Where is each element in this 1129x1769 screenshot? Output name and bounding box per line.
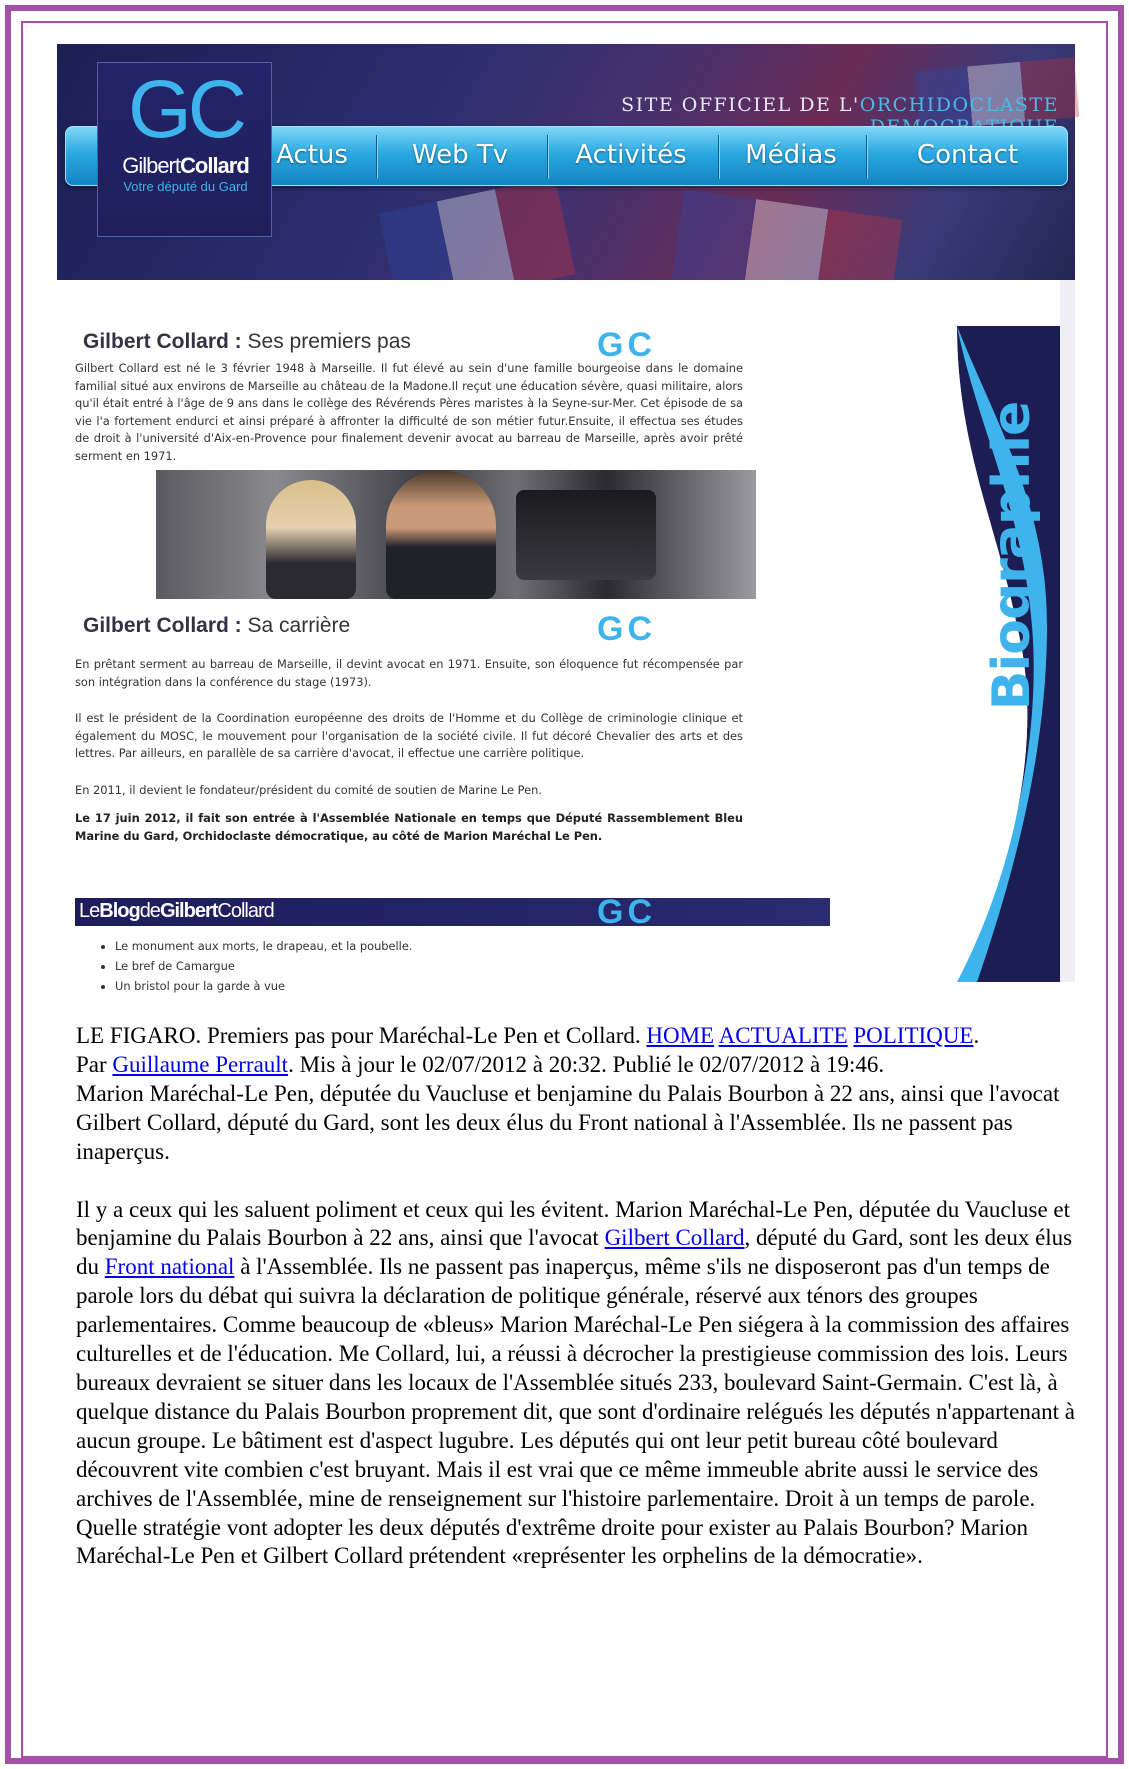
blog-header[interactable] [75,898,830,926]
blog-title: LeBlogdeGilbertCollard [79,900,274,922]
section-paragraph: Il est le président de la Coordination européenne des droits de l'Homme et du Collège de criminologie clinique et également du MOSC, le mouvement pour l'organisation de la société civile. Il fut décoré Chevalier des arts et des lettres. Par ailleurs, en parallèle de sa carrière d'avocat, il effectue une carrière politique. [75,711,743,760]
nav-divider [718,135,720,179]
gc-mark-icon: GC [597,610,656,648]
nav-divider [376,135,378,179]
content-area [57,280,1060,993]
camera-figure [516,490,656,580]
gc-mark-icon: GC [597,326,656,364]
section-paragraph: Le 17 juin 2012, il fait son entrée à l'Assemblée Nationale en temps que Député Rassemblement Bleu Marine du Gard, Orchidoclaste démocratique, au côté de Marion Maréchal Le Pen. [75,811,743,843]
article-body: Il y a ceux qui les saluent poliment et ceux qui les évitent. Marion Maréchal-Le Pen, députée du Vaucluse et benjamine du Palais Bourbon à 22 ans, ainsi que l'avocat Gilbert Collard, député du Gard, sont les deux élus du Front national à l'Assemblée. Ils ne passent pas inaperçus, même s'ils ne disposeront pas d'un temps de parole lors du débat qui suivra la déclaration de politique générale, réservé aux ténors des groupes parlementaires. Comme beaucoup de «bleus» Marion Maréchal-Le Pen siégera à la commission des affaires culturelles et de l'éducation. Me Collard, lui, a réussi à décrocher la prestigieuse commission des lois. Leurs bureaux devraient se situer dans les locaux de l'Assemblée situés 233, boulevard Saint-Germain. C'est là, à quelque distance du Palais Bourbon proprement dit, que sont d'ordinaire relégués les députés n'appartenant à aucun groupe. Le bâtiment est d'aspect lugubre. Les députés qui ont leur petit bureau côté boulevard découvrent vite combien c'est bruyant. Mais il est vrai que ce même immeuble abrite aussi le service des archives de l'Assemblée, mine de renseignement sur l'histoire parlementaire. Droit à un temps de parole. Quelle stratégie vont adopter les deux députés d'extrême droite pour exister au Palais Bourbon? Marion Maréchal-Le Pen et Gilbert Collard prétendent «représenter les orphelins de la démocratie». [76,1196,1075,1569]
site-banner [57,44,1075,280]
article [76,1022,1076,1571]
photo [156,470,756,599]
link-front-national[interactable]: Front national [104,1254,235,1280]
site-title: SITE OFFICIEL DE L'ORCHIDOCLASTE [621,94,1059,116]
link-home[interactable]: HOME [646,1023,715,1048]
nav-contact[interactable]: Contact [916,140,1019,170]
link-actualite[interactable]: ACTUALITE [718,1023,848,1048]
section-paragraph: En 2011, il devient le fondateur/président du comité de soutien de Marine Le Pen. [75,783,542,797]
nav-divider [866,135,868,179]
person-figure [266,480,356,599]
logo-initials: GC [128,64,243,155]
blog-list [115,936,413,993]
logo-tagline: Votre député du Gard [123,179,248,194]
section-heading: Gilbert Collard : Ses premiers pas [83,330,411,353]
logo-name: GilbertCollard [122,153,249,178]
nav-divider [547,135,549,179]
section-heading: Gilbert Collard : Sa carrière [83,614,351,637]
author-link[interactable]: Guillaume Perrault [112,1051,289,1077]
nav-web-tv[interactable]: Web Tv [411,140,509,170]
person-figure [386,470,496,599]
link-gilbert-collard[interactable]: Gilbert Collard [604,1225,745,1251]
article-summary: Marion Maréchal-Le Pen, députée du Vaucluse et benjamine du Palais Bourbon à 22 ans, ainsi que l'avocat Gilbert Collard, député du Gard, sont les deux élus du Front national à l'Assemblée. Ils ne passent pas inaperçus. [76,1080,1060,1164]
nav-actus[interactable]: Actus [276,140,348,170]
gc-mark-icon: GC [597,893,656,931]
section-paragraph: En prêtant serment au barreau de Marseille, il devint avocat en 1971. Ensuite, son éloquence fut récompensée par son intégration dans la conférence du stage (1973). [75,657,743,689]
link-politique[interactable]: POLITIQUE [853,1023,974,1048]
list-item[interactable]: • Un bristol pour la garde à vue [115,976,412,996]
list-item[interactable]: • Le bref de Camargue [115,956,412,976]
section-paragraph: Gilbert Collard est né le 3 février 1948 à Marseille. Il fut élevé au sein d'une famille bourgeoise dans le domaine familial situé aux environs de Marseille au château de la Madone.Il reçut une éducation sévère, quasi militaire, alors qu'il était entré à l'âge de 9 ans dans le collège des Révérends Pères maristes à la Seyne-sur-Mer. Cet épisode de sa vie l'a fortement endurci et ainsi préparé à affronter la difficulté de son métier futur.Ensuite, il effectua ses études de droit à l'université d'Aix-en-Provence pour finalement devenir avocat au barreau de Marseille, après avoir prêté serment en 1971. [75,361,743,463]
scroll-strip [1060,280,1075,982]
list-item[interactable]: • Le monument aux morts, le drapeau, et la poubelle. [115,936,412,956]
site-logo[interactable] [97,62,272,237]
article-lead: LE FIGARO. Premiers pas pour Maréchal-Le Pen et Collard. HOME ACTUALITE POLITIQUE. [76,1023,980,1048]
nav-activites[interactable]: Activités [575,140,687,170]
website-screenshot [57,44,1075,993]
biography-label: Biographie [982,401,1042,711]
nav-medias[interactable]: Médias [745,140,837,170]
article-byline: Par Guillaume Perrault. Mis à jour le 02/07/2012 à 20:32. Publié le 02/07/2012 à 19:46. [76,1051,885,1077]
